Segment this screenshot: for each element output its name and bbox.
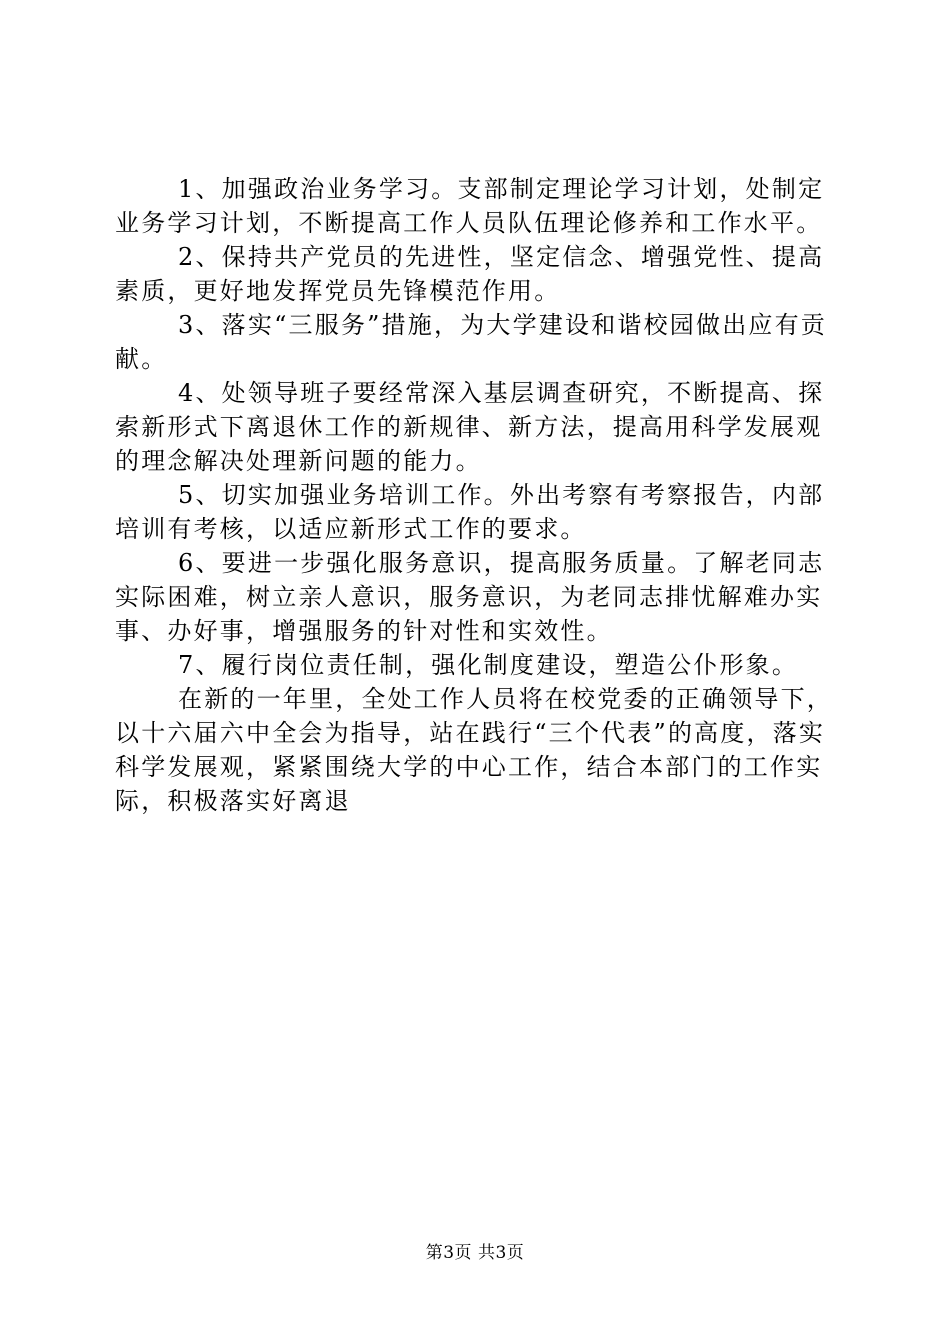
paragraph-item-2: 2、保持共产党员的先进性，坚定信念、增强党性、提高素质，更好地发挥党员先锋模范作用。	[115, 243, 825, 305]
paragraph-item-7: 7、履行岗位责任制，强化制度建设，塑造公仆形象。	[178, 651, 799, 679]
document-body	[115, 172, 845, 818]
paragraph-item-3: 3、落实“三服务”措施，为大学建设和谐校园做出应有贡献。	[115, 311, 828, 373]
paragraph-item-6: 6、要进一步强化服务意识，提高服务质量。了解老同志实际困难，树立亲人意识，服务意识，为老同志排忧解难办实事、办好事，增强服务的针对性和实效性。	[115, 549, 825, 645]
page-footer: 第3页 共3页	[425, 1243, 525, 1263]
paragraph-item-4: 4、处领导班子要经常深入基层调查研究，不断提高、探索新形式下离退休工作的新规律、新方法，提高用科学发展观的理念解决处理新问题的能力。	[115, 379, 825, 475]
closing-paragraph: 在新的一年里，全处工作人员将在校党委的正确领导下，以十六届六中全会为指导，站在践行“三个代表”的高度，落实科学发展观，紧紧围绕大学的中心工作，结合本部门的工作实际，积极落实好离退	[115, 685, 833, 815]
paragraph-item-1: 1、加强政治业务学习。支部制定理论学习计划，处制定业务学习计划，不断提高工作人员队伍理论修养和工作水平。	[115, 175, 825, 237]
paragraph-item-5: 5、切实加强业务培训工作。外出考察有考察报告，内部培训有考核，以适应新形式工作的要求。	[115, 481, 825, 543]
